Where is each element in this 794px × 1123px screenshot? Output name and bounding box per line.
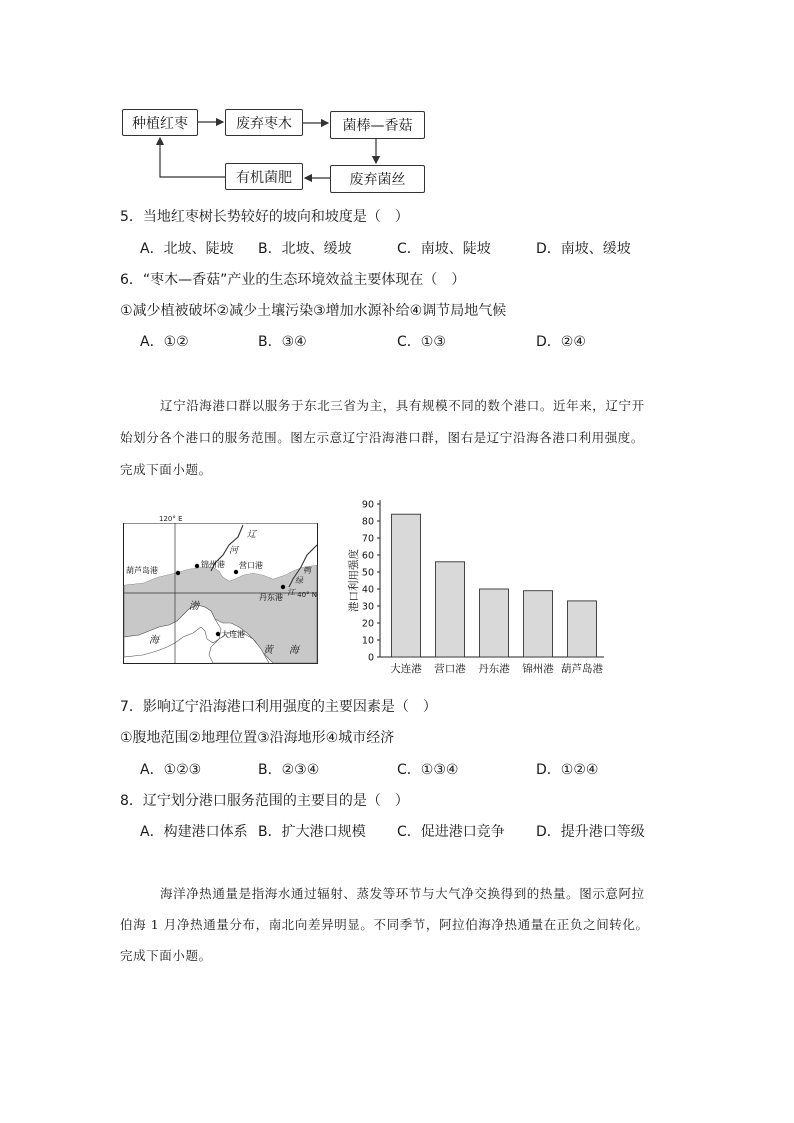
flow-box-fertilizer: 有机菌肥	[225, 163, 303, 190]
flow-box-mushroom: 菌棒—香菇	[330, 111, 425, 139]
q6-option-d[interactable]: D．②④	[536, 334, 586, 350]
port-dot-yingkou	[234, 570, 238, 574]
y-tick-label: 20	[361, 618, 374, 630]
passage1-line-2: 始划分各个港口的服务范围。图左示意辽宁沿海港口群，图右是辽宁沿海各港口利用强度。	[120, 430, 645, 445]
map-lon-label: 120° E	[159, 515, 183, 523]
map-port-dalian: 大连港	[221, 630, 245, 639]
flow-box-waste-mycelium: 废弃菌丝	[330, 165, 425, 193]
q6-items: ①减少植被破坏②减少土壤污染③增加水源补给④调节局地气候	[120, 303, 507, 319]
passage2-line-3: 完成下面小题。	[120, 948, 212, 963]
x-tick-label: 大连港	[390, 663, 422, 675]
port-dot-huludao	[176, 571, 180, 575]
map-label-huanghai-hai: 海	[289, 645, 299, 656]
map-port-huludao: 葫芦岛港	[126, 566, 158, 575]
q7-option-a[interactable]: A．①②③	[140, 762, 202, 778]
x-tick-label: 丹东港	[478, 663, 510, 675]
bar-3	[480, 589, 509, 657]
map-lat-label: 40° N	[297, 591, 317, 599]
q8-option-a[interactable]: A．构建港口体系	[140, 824, 248, 840]
chart-bars	[392, 514, 597, 657]
q6-option-c[interactable]: C．①③	[397, 334, 446, 350]
port-dot-dandong	[281, 585, 285, 589]
y-tick-label: 10	[361, 635, 374, 647]
map-label-liao: 辽	[247, 530, 257, 540]
chart-labels	[347, 549, 603, 675]
arrow-fertilizer-to-plant	[160, 138, 225, 177]
map-label-ya: 鸭	[303, 566, 311, 575]
q6-option-b[interactable]: B．③④	[258, 334, 307, 350]
q5-option-d[interactable]: D．南坡、缓坡	[536, 241, 631, 257]
liaoning-ports-map	[123, 515, 319, 665]
passage2-line-1: 海洋净热通量是指海水通过辐射、蒸发等环节与大气净交换得到的热量。图示意阿拉	[160, 886, 645, 901]
q5-option-c[interactable]: C．南坡、陡坡	[397, 241, 491, 257]
q6-option-a[interactable]: A．①②	[140, 334, 189, 350]
bar-1	[392, 514, 421, 657]
q5-option-a[interactable]: A．北坡、陡坡	[140, 241, 234, 257]
q7-items: ①腹地范围②地理位置③沿海地形④城市经济	[120, 730, 395, 746]
map-label-bo: 渤	[189, 601, 199, 612]
q7-option-c[interactable]: C．①③④	[397, 762, 459, 778]
x-tick-label: 锦州港	[522, 663, 554, 675]
y-tick-label: 70	[361, 533, 374, 545]
map-label-jiang: 江	[287, 588, 295, 597]
y-tick-label: 90	[361, 499, 374, 511]
map-port-jinzhou: 锦州港	[201, 560, 225, 569]
map-label-huang: 黄	[263, 645, 273, 656]
passage1-line-1: 辽宁沿海港口群以服务于东北三省为主，具有规模不同的数个港口。近年来，辽宁开	[160, 398, 645, 413]
map-label-he: 河	[229, 546, 239, 556]
q5-stem: 5．当地红枣树长势较好的坡向和坡度是（ ）	[120, 209, 409, 225]
y-tick-label: 30	[361, 601, 374, 613]
q7-option-d[interactable]: D．①②④	[536, 762, 599, 778]
q8-option-c[interactable]: C．促进港口竞争	[397, 824, 505, 840]
port-utilization-chart	[340, 490, 610, 685]
map-port-dandong: 丹东港	[259, 593, 283, 602]
y-tick-label: 60	[361, 550, 374, 562]
bar-5	[568, 601, 597, 657]
y-axis-label: 港口利用强度	[348, 549, 360, 612]
y-tick-label: 50	[361, 567, 374, 579]
q8-option-d[interactable]: D．提升港口等级	[536, 824, 645, 840]
port-dot-jinzhou	[195, 564, 199, 568]
map-port-yingkou: 营口港	[239, 561, 263, 570]
q8-stem: 8．辽宁划分港口服务范围的主要目的是（ ）	[120, 793, 409, 809]
port-dot-dalian	[216, 632, 220, 636]
y-tick-label: 40	[361, 584, 374, 596]
map-label-lu: 绿	[295, 576, 303, 585]
flow-box-plant-jujube: 种植红枣	[122, 109, 198, 136]
q7-stem: 7．影响辽宁沿海港口利用强度的主要因素是（ ）	[120, 699, 437, 715]
flow-arrows	[0, 0, 794, 220]
passage2-line-2: 伯海 1 月净热通量分布，南北向差异明显。不同季节，阿拉伯海净热通量在正负之间转化。	[120, 917, 649, 932]
x-tick-label: 营口港	[434, 663, 466, 675]
q6-stem: 6．“枣木—香菇”产业的生态环境效益主要体现在（ ）	[120, 272, 466, 288]
q7-option-b[interactable]: B．②③④	[258, 762, 320, 778]
flow-box-waste-wood: 废弃枣木	[225, 109, 303, 136]
y-tick-label: 80	[361, 516, 374, 528]
x-tick-label: 葫芦岛港	[561, 663, 603, 675]
y-tick-label: 0	[367, 652, 374, 664]
bar-4	[524, 591, 553, 657]
passage1-line-3: 完成下面小题。	[120, 462, 212, 477]
bar-2	[436, 562, 465, 657]
q8-option-b[interactable]: B．扩大港口规模	[258, 824, 366, 840]
map-label-bohai-hai: 海	[149, 635, 159, 646]
q5-option-b[interactable]: B．北坡、缓坡	[258, 241, 352, 257]
